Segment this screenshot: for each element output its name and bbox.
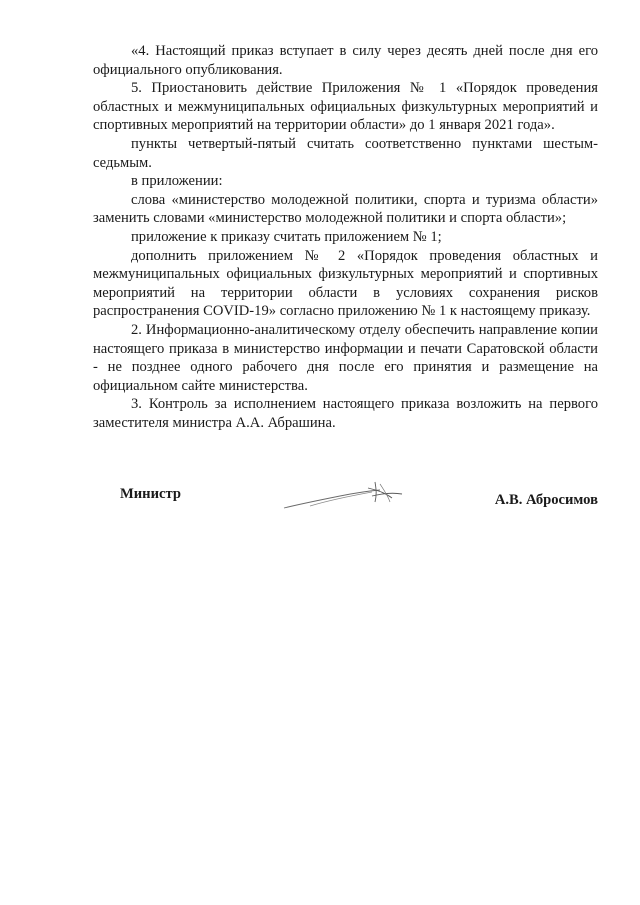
paragraph-in-appendix: в приложении:	[131, 173, 223, 190]
signatory-name: А.В. Абросимов	[494, 492, 598, 508]
document-body	[93, 42, 598, 432]
signature-block	[120, 486, 598, 526]
paragraph-appendix-1: приложение к приказу считать приложением № 1;	[131, 228, 442, 245]
signatory-title: Министр	[120, 486, 181, 502]
paragraph-replace-words: слова «министерство молодежной политики, спорта и туризма области» заменить словами «министерство молодежной политики и спорта области»;	[93, 191, 598, 227]
paragraph-clause-5: 5. Приостановить действие Приложения № 1 «Порядок проведения областных и межмуниципальных официальных физкультурных мероприятий и спортивных мероприятий на территории области» до 1 января 2021 года».	[93, 80, 598, 134]
paragraph-item-3: 3. Контроль за исполнением настоящего приказа возложить на первого заместителя министра А.А. Абрашина.	[93, 396, 598, 431]
paragraph-clause-4: «4. Настоящий приказ вступает в силу через десять дней после дня его официального опубликования.	[93, 43, 598, 78]
paragraph-item-2: 2. Информационно-аналитическому отделу обеспечить направление копии настоящего приказа в министерство информации и печати Саратовской области - не позднее одного рабочего дня после его принятия и размещение на официальном сайте министерства.	[93, 321, 598, 394]
paragraph-renumber: пункты четвертый-пятый считать соответственно пунктами шестым-седьмым.	[93, 135, 598, 171]
handwritten-signature	[280, 478, 410, 518]
paragraph-appendix-2: дополнить приложением № 2 «Порядок проведения областных и межмуниципальных официальных физкультурных мероприятий и спортивных мероприятий на территории области в условиях сохранения рисков распространения COVID-19» согласно приложению № 1 к настоящему приказу.	[93, 247, 598, 320]
